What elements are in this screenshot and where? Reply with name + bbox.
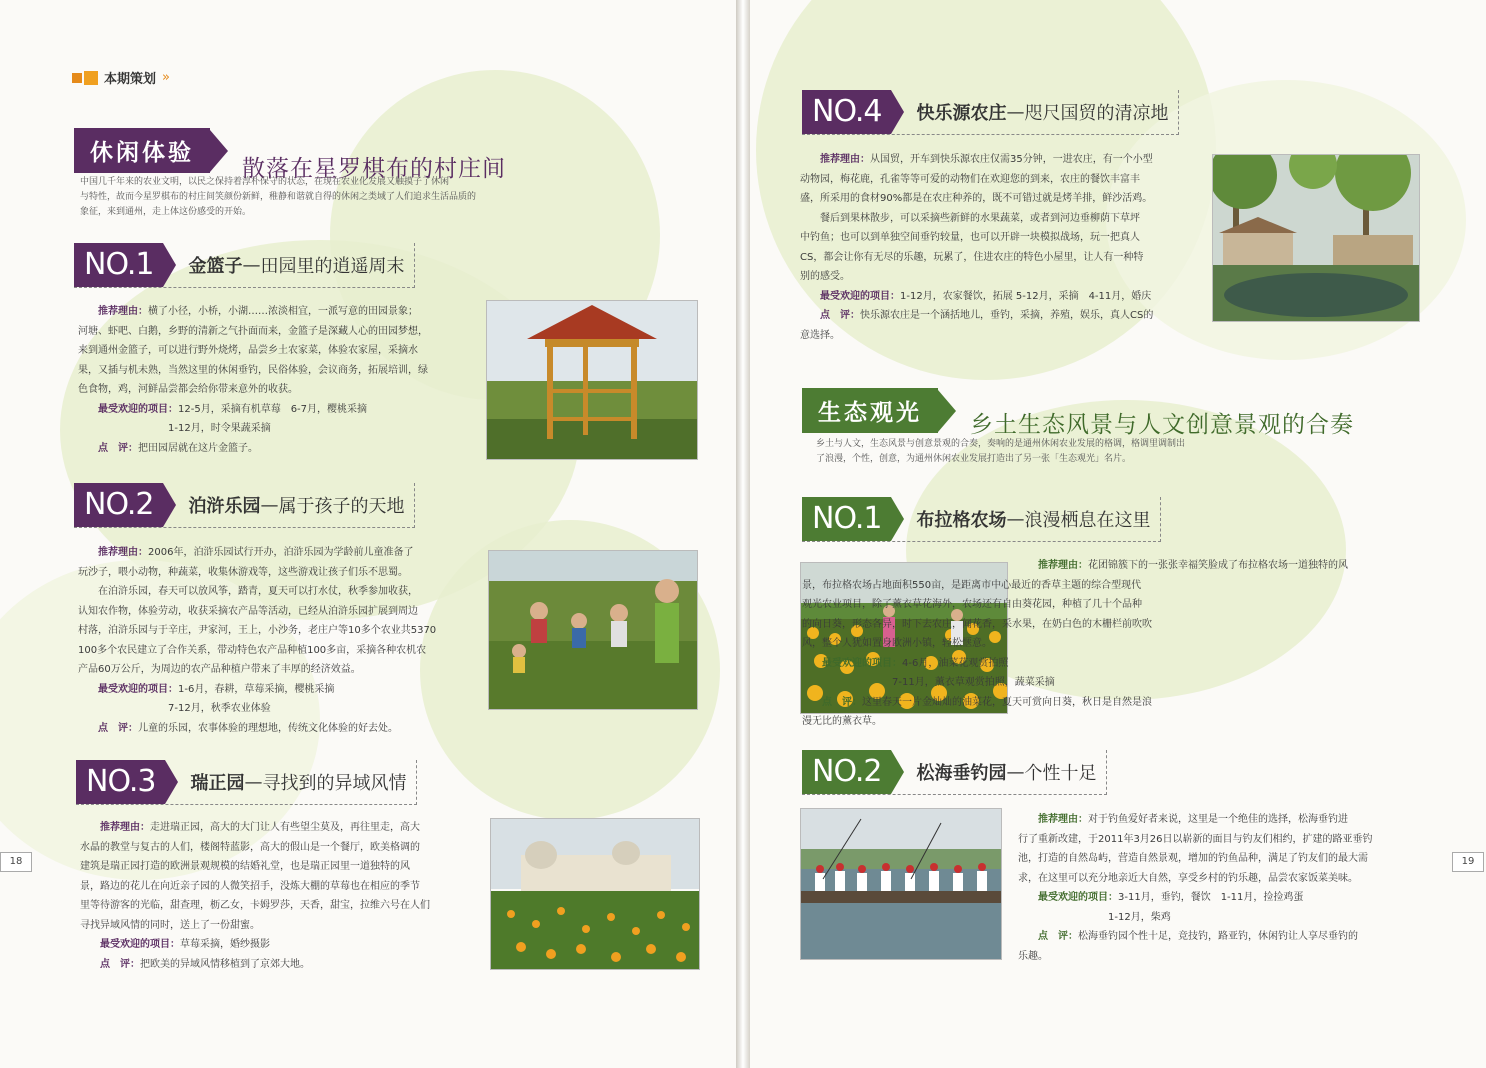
reason-text: 里等待游客的光临，甜查理，枥乙女，卡姆罗莎，天香，甜宝，拉维六号在人们 xyxy=(80,900,430,911)
reason-text: 求，在这里可以充分地亲近大自然，享受乡村的钓乐趣，品尝农家饭菜美味。 xyxy=(1018,872,1358,884)
intro-line: 象征，来到通州，走上体这份感受的开始。 xyxy=(80,207,252,217)
reason-text: 建筑是瑞正园打造的欧洲景观规模的结婚礼堂，也是瑞正园里一道独特的风 xyxy=(80,861,410,872)
comment-text: 这里春天一片金灿灿的油菜花，夏天可赏向日葵，秋日是自然是浪 xyxy=(862,696,1152,708)
reason-label: 推荐理由： xyxy=(1038,560,1088,571)
reason-text: 动物园，梅花鹿，孔雀等等可爱的动物们在欢迎您的到来，农庄的餐饮丰富丰 xyxy=(800,173,1140,185)
reason-text: 寻找异域风情的同时，送上了一份甜蜜。 xyxy=(80,919,260,931)
favorite-label: 最受欢迎的项目： xyxy=(1038,892,1118,903)
comment-text: 儿童的乐园，农事体验的理想地，传统文化体验的好去处。 xyxy=(138,722,398,734)
item-tagline: 田园里的逍遥周末 xyxy=(260,256,405,277)
photo-fishing-pond xyxy=(800,808,1002,960)
favorite-label: 最受欢迎的项目： xyxy=(820,290,900,302)
reason-text: 风，整个人犹如置身欧洲小镇，轻松惬意。 xyxy=(802,638,992,649)
comment-text: 把欧美的异域风情移植到了京郊大地。 xyxy=(140,958,310,970)
favorite-text: 1-12月，农家餐饮，拓展 5-12月，采摘 4-11月，婚庆 xyxy=(900,290,1152,302)
item-name: 金篮子 xyxy=(188,256,243,277)
item-name: 快乐源农庄 xyxy=(916,103,1007,124)
reason-text: 认知农作物，体验劳动，收获采摘农产品等活动，已经从泊浒乐园扩展到周边 xyxy=(78,605,418,617)
item-tagline: 咫尺国贸的清凉地 xyxy=(1024,103,1169,124)
favorite-label: 最受欢迎的项目： xyxy=(98,683,178,695)
reason-label: 推荐理由： xyxy=(98,306,148,317)
reason-text: 对于钓鱼爱好者来说，这里是一个绝佳的选择，松海垂钓进 xyxy=(1088,814,1348,825)
item-number-badge: NO.1 xyxy=(802,497,891,541)
section-header-eco xyxy=(802,382,1354,439)
comment-label: 点 评： xyxy=(98,442,138,454)
reason-text: 观光农业项目，除了薰衣草花海外，农场还有自由葵花园，种植了几十个品种 xyxy=(802,599,1142,610)
favorite-text: 7-11月，薰衣草观赏拍照，蔬菜采摘 xyxy=(892,677,1055,688)
comment-label: 点 评： xyxy=(822,696,862,708)
section-subtitle: 乡土生态风景与人文创意景观的合奏 xyxy=(970,412,1354,438)
item-number-badge: NO.2 xyxy=(74,483,163,527)
item-name: 瑞正园 xyxy=(190,773,245,794)
section-tag: 生态观光 xyxy=(802,388,938,433)
comment-text: 意选择。 xyxy=(800,329,840,341)
item-header: NO.4 快乐源农庄 — 咫尺国贸的清凉地 xyxy=(802,90,1179,135)
item-body xyxy=(802,556,1428,732)
comment-label: 点 评： xyxy=(100,958,140,970)
arrow-right-icon xyxy=(891,750,904,794)
comment-text: 乐趣。 xyxy=(1018,950,1048,962)
reason-text: 横了小径，小桥，小湖……浓淡相宜，一派写意的田园景象； xyxy=(148,306,418,317)
favorite-label: 最受欢迎的项目： xyxy=(100,939,180,950)
reason-text: 的向日葵，形态各异，时下去农庄，闻花香，采水果，在奶白色的木栅栏前吹吹 xyxy=(802,618,1152,630)
section-tag: 休闲体验 xyxy=(74,128,210,173)
item-name: 泊浒乐园 xyxy=(188,496,261,517)
item-tagline: 寻找到的异域风情 xyxy=(262,773,407,794)
reason-text: 来到通州金篮子，可以进行野外烧烤，品尝乡土农家菜，体验农家屋，采摘水 xyxy=(78,345,418,356)
item-body xyxy=(78,543,473,738)
arrow-right-icon xyxy=(938,390,956,432)
reason-text: 从国贸，开车到快乐源农庄仅需35分钟，一进农庄，有一个小型 xyxy=(870,154,1153,165)
item-header: NO.1 布拉格农场 — 浪漫栖息在这里 xyxy=(802,497,1161,542)
right-page xyxy=(746,0,1486,1068)
reason-text: CS，都会让你有无尽的乐趣，玩累了，住进农庄的特色小屋里，让人有一种特 xyxy=(800,251,1144,263)
photo-farm-pond xyxy=(1212,154,1420,322)
intro-line: 了浪漫，个性，创意，为通州休闲农业发展打造出了另一张「生态观光」名片。 xyxy=(816,454,1132,464)
photo-pavilion xyxy=(486,300,698,460)
reason-label: 推荐理由： xyxy=(1038,814,1088,825)
reason-text: 色食物，鸡，河鲜品尝都会给你带来意外的收获。 xyxy=(78,384,298,395)
reason-label: 推荐理由： xyxy=(98,547,148,558)
comment-label: 点 评： xyxy=(98,722,138,734)
page-number: 19 xyxy=(1452,852,1484,872)
item-header: NO.1 金篮子 — 田园里的逍遥周末 xyxy=(74,243,415,288)
comment-text: 漫无比的薰衣草。 xyxy=(802,716,882,727)
item-number-badge: NO.1 xyxy=(74,243,163,287)
header-square-icon xyxy=(84,71,98,85)
column-header xyxy=(72,68,170,87)
item-body xyxy=(78,302,473,458)
item-tagline: 个性十足 xyxy=(1024,763,1097,784)
reason-label: 推荐理由： xyxy=(100,822,150,833)
reason-text: 2006年，泊浒乐园试行开办，泊浒乐园为学龄前儿童准备了 xyxy=(148,547,414,558)
arrow-right-icon xyxy=(165,760,178,804)
left-page xyxy=(0,0,740,1068)
reason-text: 别的感受。 xyxy=(800,271,850,282)
reason-text: 花团锦簇下的一张张幸福笑脸成了布拉格农场一道独特的风 xyxy=(1088,560,1348,571)
reason-text: 景，布拉格农场占地面积550亩，是距离市中心最近的香草主题的综合型现代 xyxy=(802,579,1142,591)
item-number-badge: NO.2 xyxy=(802,750,891,794)
comment-text: 把田园居就在这片金篮子。 xyxy=(138,442,258,454)
photo-european-garden xyxy=(490,818,700,970)
item-header: NO.2 松海垂钓园 — 个性十足 xyxy=(802,750,1107,795)
reason-text: 盛，所采用的食材90%都是在农庄种养的，既不可错过就是烤羊排，鲜沙活鸡。 xyxy=(800,193,1153,204)
comment-text: 松海垂钓园个性十足，竞技钓，路亚钓，休闲钓让人享尽垂钓的 xyxy=(1078,931,1358,942)
item-body xyxy=(800,150,1200,345)
item-header: NO.3 瑞正园 — 寻找到的异域风情 xyxy=(76,760,417,805)
reason-text: 河塘、虾吧、白鹅，乡野的清新之气扑面而来，金篮子是深藏人心的田园梦想， xyxy=(78,325,428,337)
reason-text: 走进瑞正园，高大的大门让人有些望尘莫及，再往里走，高大 xyxy=(150,822,420,833)
item-body xyxy=(1018,810,1428,966)
item-name: 布拉格农场 xyxy=(916,510,1007,531)
column-title: 本期策划 xyxy=(104,72,157,87)
item-name: 松海垂钓园 xyxy=(916,763,1007,784)
intro-line: 乡土与人文，生态风景与创意景观的合奏，奏响的是通州休闲农业发展的格调，格调里调制出 xyxy=(816,439,1186,449)
comment-label: 点 评： xyxy=(1038,931,1078,942)
favorite-label: 最受欢迎的项目： xyxy=(822,657,902,669)
arrow-right-icon xyxy=(891,497,904,541)
reason-text: 村落，泊浒乐园与于辛庄，尹家河，王上，小沙务，老庄户等10多个农业共5370 xyxy=(78,625,437,636)
reason-text: 水晶的教堂与复古的人们，楼阁特蓝影，高大的假山是一个餐厅，欧美格调的 xyxy=(80,841,420,853)
item-header: NO.2 泊浒乐园 — 属于孩子的天地 xyxy=(74,483,415,528)
page-gutter xyxy=(736,0,750,1068)
reason-text: 产品60万公斤，为周边的农产品种植户带来了丰厚的经济效益。 xyxy=(78,664,361,675)
comment-text: 快乐源农庄是一个涵括地儿，垂钓，采摘，养殖，娱乐，真人CS的 xyxy=(860,310,1154,321)
favorite-text: 1-12月，柴鸡 xyxy=(1108,911,1171,923)
reason-text: 100多个农民建立了合作关系，带动特色农产品种植100多亩，采摘各种农机农 xyxy=(78,644,427,656)
favorite-text: 12-5月，采摘有机草莓 6-7月，樱桃采摘 xyxy=(178,403,368,415)
reason-label: 推荐理由： xyxy=(820,154,870,165)
item-number-badge: NO.4 xyxy=(802,90,891,134)
intro-line: 与特性，故而今星罗棋布的村庄间笑颜份新鲜，稚静和谐就自得的休闲之类域了人们追求生活品质的 xyxy=(80,192,477,202)
item-tagline: 浪漫栖息在这里 xyxy=(1024,510,1151,531)
reason-text: 在泊浒乐园，春天可以放风筝，踏青，夏天可以打水仗，秋季参加收获， xyxy=(98,586,418,597)
arrow-right-icon xyxy=(891,90,904,134)
photo-children-farm xyxy=(488,550,698,710)
item-body xyxy=(80,818,475,974)
arrow-right-icon xyxy=(163,483,176,527)
intro-line: 中国几千年来的农业文明，以民之保持着淳朴保守的状态，在现在农业化发展又触摸子了休闲 xyxy=(80,177,450,187)
section-intro xyxy=(816,437,1276,467)
section-intro xyxy=(80,175,520,220)
favorite-text: 3-11月，垂钓，餐饮 1-11月，捡捡鸡蛋 xyxy=(1118,892,1304,903)
item-tagline: 属于孩子的天地 xyxy=(278,496,405,517)
item-number-badge: NO.3 xyxy=(76,760,165,804)
section-header-leisure xyxy=(74,118,506,183)
favorite-text: 4-6月，油菜花观赏拍照 xyxy=(902,657,1009,669)
reason-text: 池，打造的自然岛屿，营造自然景观，增加的钓鱼品种，满足了钓友们的最大需 xyxy=(1018,853,1368,864)
arrow-right-icon xyxy=(210,130,228,172)
favorite-text: 1-12月，时令果蔬采摘 xyxy=(168,423,271,434)
reason-text: 中钓鱼；也可以到单独空间垂钓较量，也可以开辟一块模拟战场，玩一把真人 xyxy=(800,232,1140,243)
reason-text: 餐后到果林散步，可以采摘些新鲜的水果蔬菜，或者到河边垂柳荫下草坪 xyxy=(820,212,1140,224)
reason-text: 行了重新改建，于2011年3月26日以崭新的面目与钓友们相约，扩建的路亚垂钓 xyxy=(1018,833,1373,845)
favorite-text: 草莓采摘，婚纱摄影 xyxy=(180,939,270,950)
chevron-right-icon: » xyxy=(162,70,170,85)
favorite-text: 1-6月，春耕，草莓采摘，樱桃采摘 xyxy=(178,683,335,695)
reason-text: 景，路边的花儿在向近亲子园的人微笑招手，没炼大棚的草莓也在相应的季节 xyxy=(80,880,420,892)
favorite-label: 最受欢迎的项目： xyxy=(98,403,178,415)
reason-text: 果，又插与机未熟，当然这里的休闲垂钓，民俗体验，会议商务，拓展培训，绿 xyxy=(78,364,428,376)
arrow-right-icon xyxy=(163,243,176,287)
comment-label: 点 评： xyxy=(820,310,860,321)
section-subtitle: 散落在星罗棋布的村庄间 xyxy=(242,156,506,182)
header-square-icon xyxy=(72,73,82,83)
reason-text: 玩沙子，喂小动物，种蔬菜，收集休游戏等，这些游戏让孩子们乐不思蜀。 xyxy=(78,566,408,578)
favorite-text: 7-12月，秋季农业体验 xyxy=(168,703,271,714)
page-number: 18 xyxy=(0,852,32,872)
